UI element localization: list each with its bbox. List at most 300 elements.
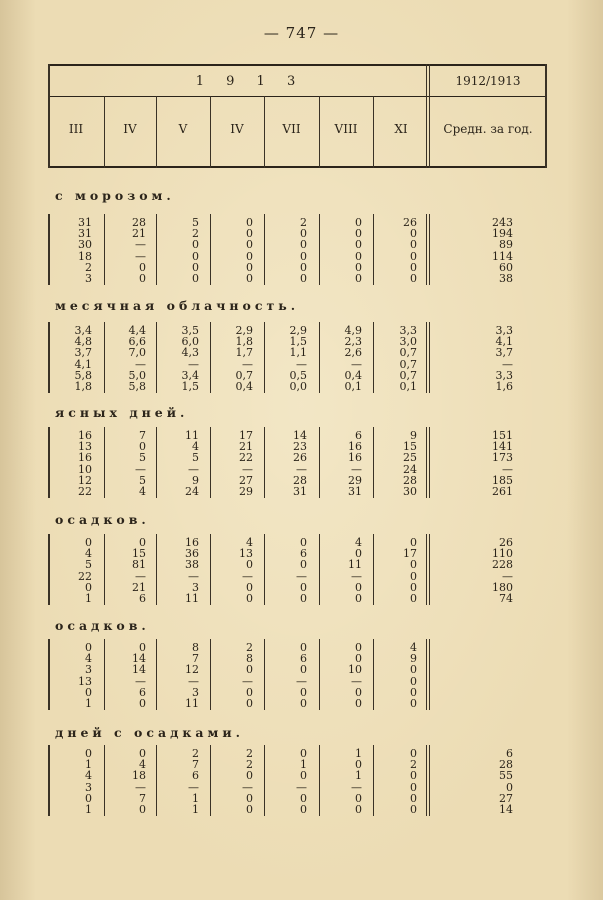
month-value-cell: 4,1 (74, 357, 92, 371)
month-value-cell: 2 (192, 227, 199, 241)
month-value-cell: 5,8 (128, 379, 146, 393)
month-value-cell: 8 (246, 652, 253, 666)
month-value-cell: 8 (192, 641, 199, 654)
month-value-cell: 28 (132, 216, 146, 229)
month-value-cell: 30 (78, 238, 92, 252)
month-value-cell: — (351, 780, 362, 794)
month-value-cell: — (135, 780, 146, 794)
month-value-cell: 6 (192, 769, 199, 783)
month-value-cell: 9 (192, 473, 199, 487)
month-value-cell: 0 (246, 685, 253, 699)
month-value-cell: 5 (139, 451, 146, 465)
table-row (0, 698, 603, 709)
month-value-cell: — (242, 462, 253, 476)
section-block (0, 537, 603, 604)
month-value-cell: 2,9 (235, 324, 253, 337)
year-average-cell: 26 (499, 536, 513, 549)
month-value-cell: 0 (139, 440, 146, 454)
month-value-cell: — (135, 462, 146, 476)
month-value-cell: 0 (246, 591, 253, 605)
month-value-cell: 1 (85, 696, 92, 710)
month-value-cell: — (188, 462, 199, 476)
column-rule (48, 745, 50, 816)
month-value-cell: 0 (192, 249, 199, 263)
month-value-cell: 1 (192, 802, 199, 816)
column-rule (426, 322, 427, 393)
month-value-cell: — (188, 780, 199, 794)
month-value-cell: 1,7 (235, 346, 253, 360)
column-rule (373, 745, 374, 816)
month-value-cell: 6,0 (181, 335, 199, 349)
year-average-cell: 0 (506, 780, 513, 794)
month-value-cell: 0,0 (289, 379, 307, 393)
year-average-cell: — (502, 462, 513, 476)
month-value-cell: 0 (300, 802, 307, 816)
section-block (0, 217, 603, 284)
month-value-cell: 0 (246, 558, 253, 572)
section-block (0, 642, 603, 709)
header-month-4: IV (230, 122, 244, 136)
table-row (0, 559, 603, 570)
month-value-cell: 0 (246, 580, 253, 594)
month-value-cell: 0 (355, 216, 362, 229)
month-value-cell: 6 (139, 591, 146, 605)
column-rule (156, 322, 157, 393)
column-rule (373, 534, 374, 605)
section-block (0, 325, 603, 392)
month-value-cell: 22 (78, 484, 92, 498)
month-value-cell: 0 (139, 641, 146, 654)
year-average-cell: 4,1 (495, 335, 513, 349)
month-value-cell: 0 (85, 685, 92, 699)
column-rule (210, 639, 211, 710)
month-value-cell: 0,7 (399, 357, 417, 371)
month-value-cell: 2 (246, 641, 253, 654)
month-value-cell: — (351, 569, 362, 583)
month-value-cell: 1 (355, 769, 362, 783)
table-row (0, 452, 603, 463)
month-value-cell: 2 (410, 758, 417, 772)
month-value-cell: 2 (246, 747, 253, 760)
column-rule (429, 534, 430, 605)
month-value-cell: 31 (348, 484, 362, 498)
month-value-cell: — (296, 462, 307, 476)
month-value-cell: — (296, 357, 307, 371)
year-average-cell: 185 (492, 473, 513, 487)
year-average-cell: 114 (492, 249, 513, 263)
column-rule (429, 745, 430, 816)
month-value-cell: 16 (78, 451, 92, 465)
month-value-cell: 0 (246, 271, 253, 285)
header-month-5: VII (282, 122, 301, 136)
month-value-cell: — (242, 569, 253, 583)
month-value-cell: 3 (192, 580, 199, 594)
month-value-cell: 0 (246, 802, 253, 816)
month-value-cell: 26 (293, 451, 307, 465)
month-value-cell: 1 (85, 802, 92, 816)
month-value-cell: 26 (403, 216, 417, 229)
month-value-cell: 3 (85, 663, 92, 677)
header-year-range: 1912/1913 (455, 74, 521, 88)
month-value-cell: 21 (132, 580, 146, 594)
column-rule (373, 322, 374, 393)
month-value-cell: 0 (355, 580, 362, 594)
month-value-cell: 0 (410, 271, 417, 285)
month-value-cell: 6 (355, 429, 362, 442)
month-value-cell: 0 (246, 769, 253, 783)
month-value-cell: 0 (355, 791, 362, 805)
month-value-cell: 5 (192, 451, 199, 465)
year-average-cell: 1,6 (495, 379, 513, 393)
year-average-cell: 173 (492, 451, 513, 465)
month-value-cell: 0,1 (344, 379, 362, 393)
column-rule (210, 427, 211, 498)
column-rule (264, 639, 265, 710)
header-year-rule (48, 96, 546, 97)
section-title: осадков. (55, 512, 150, 527)
section-title: ясных дней. (55, 405, 189, 420)
month-value-cell: 0 (300, 260, 307, 274)
month-value-cell: 0 (355, 685, 362, 699)
column-rule (156, 534, 157, 605)
month-value-cell: 5,8 (74, 368, 92, 382)
month-value-cell: 13 (78, 674, 92, 688)
month-value-cell: 0 (410, 747, 417, 760)
month-value-cell: 4,3 (181, 346, 199, 360)
column-rule (104, 639, 105, 710)
month-value-cell: 0,4 (235, 379, 253, 393)
month-value-cell: 0 (85, 641, 92, 654)
month-value-cell: 2,6 (344, 346, 362, 360)
month-value-cell: 22 (239, 451, 253, 465)
month-value-cell: 0 (410, 769, 417, 783)
header-divider (319, 96, 320, 168)
month-value-cell: 12 (185, 663, 199, 677)
month-value-cell: 0 (300, 591, 307, 605)
header-divider (210, 96, 211, 168)
column-rule (319, 427, 320, 498)
month-value-cell: — (296, 780, 307, 794)
month-value-cell: 3,4 (181, 368, 199, 382)
column-rule (48, 639, 50, 710)
month-value-cell: 0 (355, 696, 362, 710)
column-rule (429, 214, 430, 285)
column-rule (319, 322, 320, 393)
month-value-cell: 0 (300, 558, 307, 572)
month-value-cell: 15 (403, 440, 417, 454)
month-value-cell: 3 (85, 271, 92, 285)
month-value-cell: 0,7 (235, 368, 253, 382)
month-value-cell: 12 (78, 473, 92, 487)
month-value-cell: 0 (192, 260, 199, 274)
year-average-cell: — (502, 569, 513, 583)
month-value-cell: 10 (348, 663, 362, 677)
month-value-cell: 1 (85, 758, 92, 772)
column-rule (210, 534, 211, 605)
month-value-cell: 0 (410, 558, 417, 572)
month-value-cell: — (296, 569, 307, 583)
month-value-cell: 4 (85, 547, 92, 561)
header-avg-label: Средн. за год. (443, 122, 533, 136)
header-year: 1 9 1 3 (195, 74, 305, 89)
month-value-cell: 81 (132, 558, 146, 572)
month-value-cell: 0 (192, 271, 199, 285)
year-average-cell: 180 (492, 580, 513, 594)
header-bottom-rule (48, 166, 546, 168)
column-rule (264, 322, 265, 393)
section-title: осадков. (55, 618, 150, 633)
column-rule (319, 534, 320, 605)
month-value-cell: 0 (246, 260, 253, 274)
year-average-cell: 228 (492, 558, 513, 572)
column-rule (264, 745, 265, 816)
month-value-cell: 3,4 (74, 324, 92, 337)
month-value-cell: 1,1 (289, 346, 307, 360)
section-title: дней с осадками. (55, 725, 245, 740)
month-value-cell: 0 (300, 536, 307, 549)
month-value-cell: 16 (78, 429, 92, 442)
month-value-cell: 3 (85, 780, 92, 794)
month-value-cell: 0 (300, 747, 307, 760)
month-value-cell: 24 (403, 462, 417, 476)
month-value-cell: 1 (355, 747, 362, 760)
column-rule (104, 427, 105, 498)
month-value-cell: 5 (85, 558, 92, 572)
month-value-cell: 2,3 (344, 335, 362, 349)
month-value-cell: 17 (403, 547, 417, 561)
month-value-cell: 2 (246, 758, 253, 772)
month-value-cell: 29 (239, 484, 253, 498)
table-row (0, 664, 603, 675)
column-rule (104, 534, 105, 605)
month-value-cell: 6 (300, 652, 307, 666)
month-value-cell: 0 (410, 580, 417, 594)
month-value-cell: 7,0 (128, 346, 146, 360)
year-average-cell: 3,3 (495, 368, 513, 382)
column-rule (426, 214, 427, 285)
month-value-cell: 0 (85, 791, 92, 805)
month-value-cell: 5 (139, 473, 146, 487)
table-row (0, 239, 603, 250)
month-value-cell: 1,5 (181, 379, 199, 393)
year-average-cell: 14 (499, 802, 513, 816)
month-value-cell: 0 (410, 685, 417, 699)
month-value-cell: 1,8 (74, 379, 92, 393)
month-value-cell: 4 (85, 652, 92, 666)
column-rule (48, 427, 50, 498)
month-value-cell: 18 (132, 769, 146, 783)
month-value-cell: 4 (85, 769, 92, 783)
month-value-cell: — (351, 462, 362, 476)
table-row (0, 593, 603, 604)
table-row (0, 347, 603, 358)
month-value-cell: 1,8 (235, 335, 253, 349)
year-average-cell: 3,7 (495, 346, 513, 360)
column-rule (426, 534, 427, 605)
section-title: с морозом. (55, 188, 175, 203)
header-month-3: V (178, 122, 188, 136)
month-value-cell: 0 (355, 641, 362, 654)
year-average-cell: — (502, 357, 513, 371)
column-rule (264, 534, 265, 605)
month-value-cell: 11 (185, 696, 199, 710)
month-value-cell: 0 (300, 238, 307, 252)
header-right-border (545, 64, 547, 168)
column-rule (429, 322, 430, 393)
month-value-cell: 0 (85, 747, 92, 760)
month-value-cell: 0 (139, 271, 146, 285)
month-value-cell: — (135, 674, 146, 688)
month-value-cell: — (135, 238, 146, 252)
month-value-cell: — (135, 569, 146, 583)
month-value-cell: 0 (355, 802, 362, 816)
table-row (0, 381, 603, 392)
column-rule (373, 639, 374, 710)
month-value-cell: 0 (139, 696, 146, 710)
month-value-cell: 11 (348, 558, 362, 572)
month-value-cell: 0 (300, 580, 307, 594)
header-month-7: XI (394, 122, 408, 136)
year-average-cell: 243 (492, 216, 513, 229)
month-value-cell: — (242, 780, 253, 794)
section-title: месячная облачность. (55, 298, 300, 313)
month-value-cell: 3,5 (181, 324, 199, 337)
month-value-cell: 13 (78, 440, 92, 454)
column-rule (264, 214, 265, 285)
month-value-cell: 0 (355, 249, 362, 263)
month-value-cell: 4 (355, 536, 362, 549)
month-value-cell: 16 (185, 536, 199, 549)
month-value-cell: 21 (239, 440, 253, 454)
month-value-cell: 0 (300, 641, 307, 654)
column-rule (210, 214, 211, 285)
table-row (0, 273, 603, 284)
month-value-cell: 0 (410, 536, 417, 549)
column-rule (156, 427, 157, 498)
month-value-cell: — (242, 674, 253, 688)
month-value-cell: 16 (348, 440, 362, 454)
month-value-cell: 27 (239, 473, 253, 487)
year-average-cell: 60 (499, 260, 513, 274)
month-value-cell: 22 (78, 569, 92, 583)
month-value-cell: 0 (300, 227, 307, 241)
column-rule (156, 639, 157, 710)
month-value-cell: 15 (132, 547, 146, 561)
month-value-cell: 11 (185, 591, 199, 605)
month-value-cell: 24 (185, 484, 199, 498)
month-value-cell: 0 (246, 696, 253, 710)
column-rule (156, 214, 157, 285)
month-value-cell: 5 (192, 216, 199, 229)
month-value-cell: 3,7 (74, 346, 92, 360)
month-value-cell: — (351, 357, 362, 371)
year-average-cell: 110 (492, 547, 513, 561)
month-value-cell: 1 (85, 591, 92, 605)
month-value-cell: 0,7 (399, 368, 417, 382)
year-average-cell: 28 (499, 758, 513, 772)
month-value-cell: 0 (355, 547, 362, 561)
year-average-cell: 55 (499, 769, 513, 783)
month-value-cell: 4 (410, 641, 417, 654)
month-value-cell: 17 (239, 429, 253, 442)
year-average-cell: 27 (499, 791, 513, 805)
column-rule (210, 322, 211, 393)
month-value-cell: 0 (246, 227, 253, 241)
month-value-cell: 0 (139, 536, 146, 549)
month-value-cell: 0 (410, 791, 417, 805)
month-value-cell: 28 (403, 473, 417, 487)
month-value-cell: 6 (300, 547, 307, 561)
month-value-cell: 0 (410, 591, 417, 605)
month-value-cell: 13 (239, 547, 253, 561)
table-row (0, 486, 603, 497)
month-value-cell: 30 (403, 484, 417, 498)
column-rule (210, 745, 211, 816)
month-value-cell: 9 (410, 652, 417, 666)
month-value-cell: 0 (355, 271, 362, 285)
month-value-cell: 1 (300, 758, 307, 772)
month-value-cell: 0 (246, 216, 253, 229)
month-value-cell: 23 (293, 440, 307, 454)
month-value-cell: 4 (246, 536, 253, 549)
year-average-cell: 6 (506, 747, 513, 760)
month-value-cell: 0 (139, 802, 146, 816)
month-value-cell: 1 (192, 791, 199, 805)
month-value-cell: 0 (300, 769, 307, 783)
month-value-cell: — (135, 357, 146, 371)
month-value-cell: 0 (410, 238, 417, 252)
month-value-cell: 29 (348, 473, 362, 487)
month-value-cell: 0,5 (289, 368, 307, 382)
month-value-cell: 0 (410, 260, 417, 274)
month-value-cell: 2 (192, 747, 199, 760)
column-rule (426, 639, 427, 710)
table-top-rule (48, 64, 546, 66)
table-row (0, 804, 603, 815)
month-value-cell: 0 (300, 663, 307, 677)
column-rule (429, 427, 430, 498)
month-value-cell: 28 (293, 473, 307, 487)
month-value-cell: 4 (139, 758, 146, 772)
year-average-cell: 141 (492, 440, 513, 454)
column-rule (264, 427, 265, 498)
month-value-cell: 0 (410, 663, 417, 677)
column-rule (429, 639, 430, 710)
year-average-cell: 261 (492, 484, 513, 498)
month-value-cell: 4,9 (344, 324, 362, 337)
month-value-cell: 7 (139, 429, 146, 442)
month-value-cell: 31 (293, 484, 307, 498)
month-value-cell: 0 (410, 802, 417, 816)
month-value-cell: — (188, 674, 199, 688)
month-value-cell: — (351, 674, 362, 688)
year-average-cell: 3,3 (495, 324, 513, 337)
month-value-cell: 3,0 (399, 335, 417, 349)
month-value-cell: 6 (139, 685, 146, 699)
month-value-cell: 0 (85, 580, 92, 594)
column-rule (156, 745, 157, 816)
month-value-cell: 0 (410, 780, 417, 794)
month-value-cell: 7 (192, 758, 199, 772)
month-value-cell: 0 (139, 747, 146, 760)
month-value-cell: 0 (410, 569, 417, 583)
header-divider (373, 96, 374, 168)
year-average-cell: 74 (499, 591, 513, 605)
column-rule (48, 214, 50, 285)
month-value-cell: 14 (132, 652, 146, 666)
column-rule (104, 214, 105, 285)
month-value-cell: — (188, 357, 199, 371)
